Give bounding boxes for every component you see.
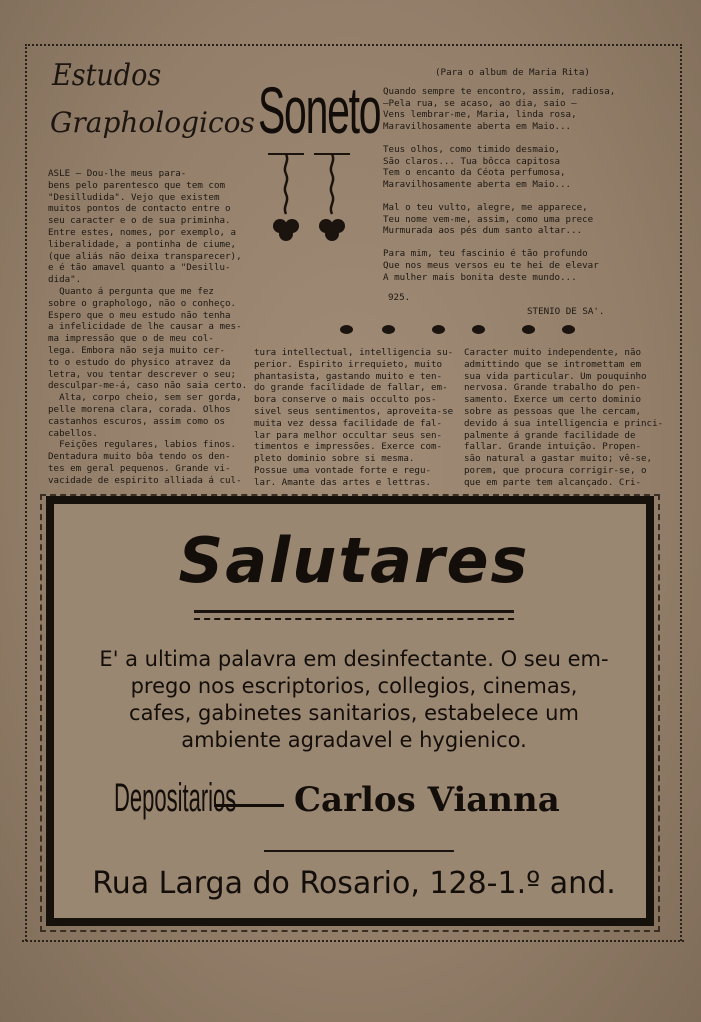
hanging-flower-ornament-right: [312, 152, 352, 244]
divider-dot: [432, 325, 445, 334]
ad-address: Rua Larga do Rosario, 128-1.º and.: [92, 866, 616, 901]
poem-author: STENIO DE SA'.: [527, 306, 605, 317]
divider-dot: [522, 325, 535, 334]
dotted-border-right: [680, 44, 682, 941]
ornamental-dot-divider: [340, 322, 580, 338]
divider-dot: [340, 325, 353, 334]
poem-text: Quando sempre te encontro, assim, radiosa, —Pela rua, se acaso, ao dia, saio — Vens lembrar-me, Maria, linda rosa, Maravilhosamente aberta em Maio... Teus olhos, como timido desmaio, São claros... Tua bôcca capitosa Tem o encanto da Céota perfumosa, Maravilhosamente aberta em Maio... Mal o teu vulto, alegre, me apparece, Teu nome vem-me, assim, como uma prece Murmurada aos pés dum santo altar... Para mim, teu fascinio é tão profundo Que nos meus versos eu te hei de elevar A mulher mais bonita deste mundo...: [383, 86, 616, 283]
divider-dot: [562, 325, 575, 334]
ad-underline-rule: [264, 850, 454, 852]
article-column-middle: tura intellectual, intelligencia su- perior. Espirito irrequieto, muito phantasista, gastando muito e ten- do grande facilidade de fallar, em- bora conserve o mais occulto pos- sivel seus sentimentos, aproveita-se muita vez dessa facilidade de fal- lar para melhor occultar seus sen- timentos e impressões. Exerce com- pleto dominio sobre si mesma. Possue uma vontade forte e regu- lar. Amante das artes e lettras.: [254, 347, 454, 488]
advertisement-box: [46, 496, 654, 926]
divider-dot: [472, 325, 485, 334]
poem-number: 925.: [388, 292, 411, 303]
article-column-left: ASLE — Dou-lhe meus para- bens pelo parentesco que tem com "Desilludida". Vejo que existem muitos pontos de contacto entre o seu caracter e o de sua priminha. Entre estes, nomes, por exemplo, a liberalidade, a pontinha de ciume, (que aliás não deixa transparecer), e é tão amavel quanto a "Desillu- dida". Quanto á pergunta que me fez sobre o graphologo, não o conheço. Espero que o meu estudo não tenha a infelicidade de lhe causar a mes- ma impressão que o de meu col- lega. Embora não seja muito cer- to o estudo do physico atravez da letra, vou tentar descrever o seu; desculpar-me-á, caso não saia certo. Alta, corpo cheio, sem ser gorda, pelle morena clara, corada. Olhos castanhos escuros, assim como os cabellos. Feições regulares, labios finos. Dentadura muito bôa tendo os den- tes em geral pequenos. Grande vi- vacidade de espirito alliada á cul-: [48, 168, 248, 486]
article-column-right: Caracter muito independente, não admittindo que se intromettam em sua vida particular. Um pouquinho nervosa. Grande trabalho do pen- samento. Exerce um certo dominio sobre as pessoas que lhe cercam, devido á sua intelligencia e princi- palmente á grande facilidade de fallar. Grande intuição. Propen- são natural a gastar muito; vê-se, porem, que procura corrigir-se, o que em parte tem alcançado. Cri-: [464, 347, 664, 488]
hanging-flower-ornament-left: [266, 152, 306, 244]
dotted-border-left: [25, 44, 27, 941]
ad-depositarios-label: Depositarios: [114, 776, 237, 820]
poem-dedication: (Para o album de Maria Rita): [435, 67, 590, 78]
poem-title: Soneto: [258, 73, 381, 147]
dotted-border-top: [28, 44, 678, 46]
ad-dash-separator: [214, 804, 284, 807]
article-title-line1: Estudos: [52, 58, 162, 93]
article-title-line2: Graphologicos: [50, 106, 255, 139]
ad-depositarios-name: Carlos Vianna: [294, 780, 560, 820]
dotted-border-bottom: [22, 940, 684, 942]
ad-brand-name: Salutares: [178, 524, 530, 597]
ad-body-text: E' a ultima palavra em desinfectante. O seu em- prego nos escriptorios, collegios, cinemas, cafes, gabinetes sanitarios, estabelece um ambiente agradavel e hygienico.: [99, 647, 609, 752]
ad-ornamental-rule: [194, 610, 514, 620]
divider-dot: [382, 325, 395, 334]
